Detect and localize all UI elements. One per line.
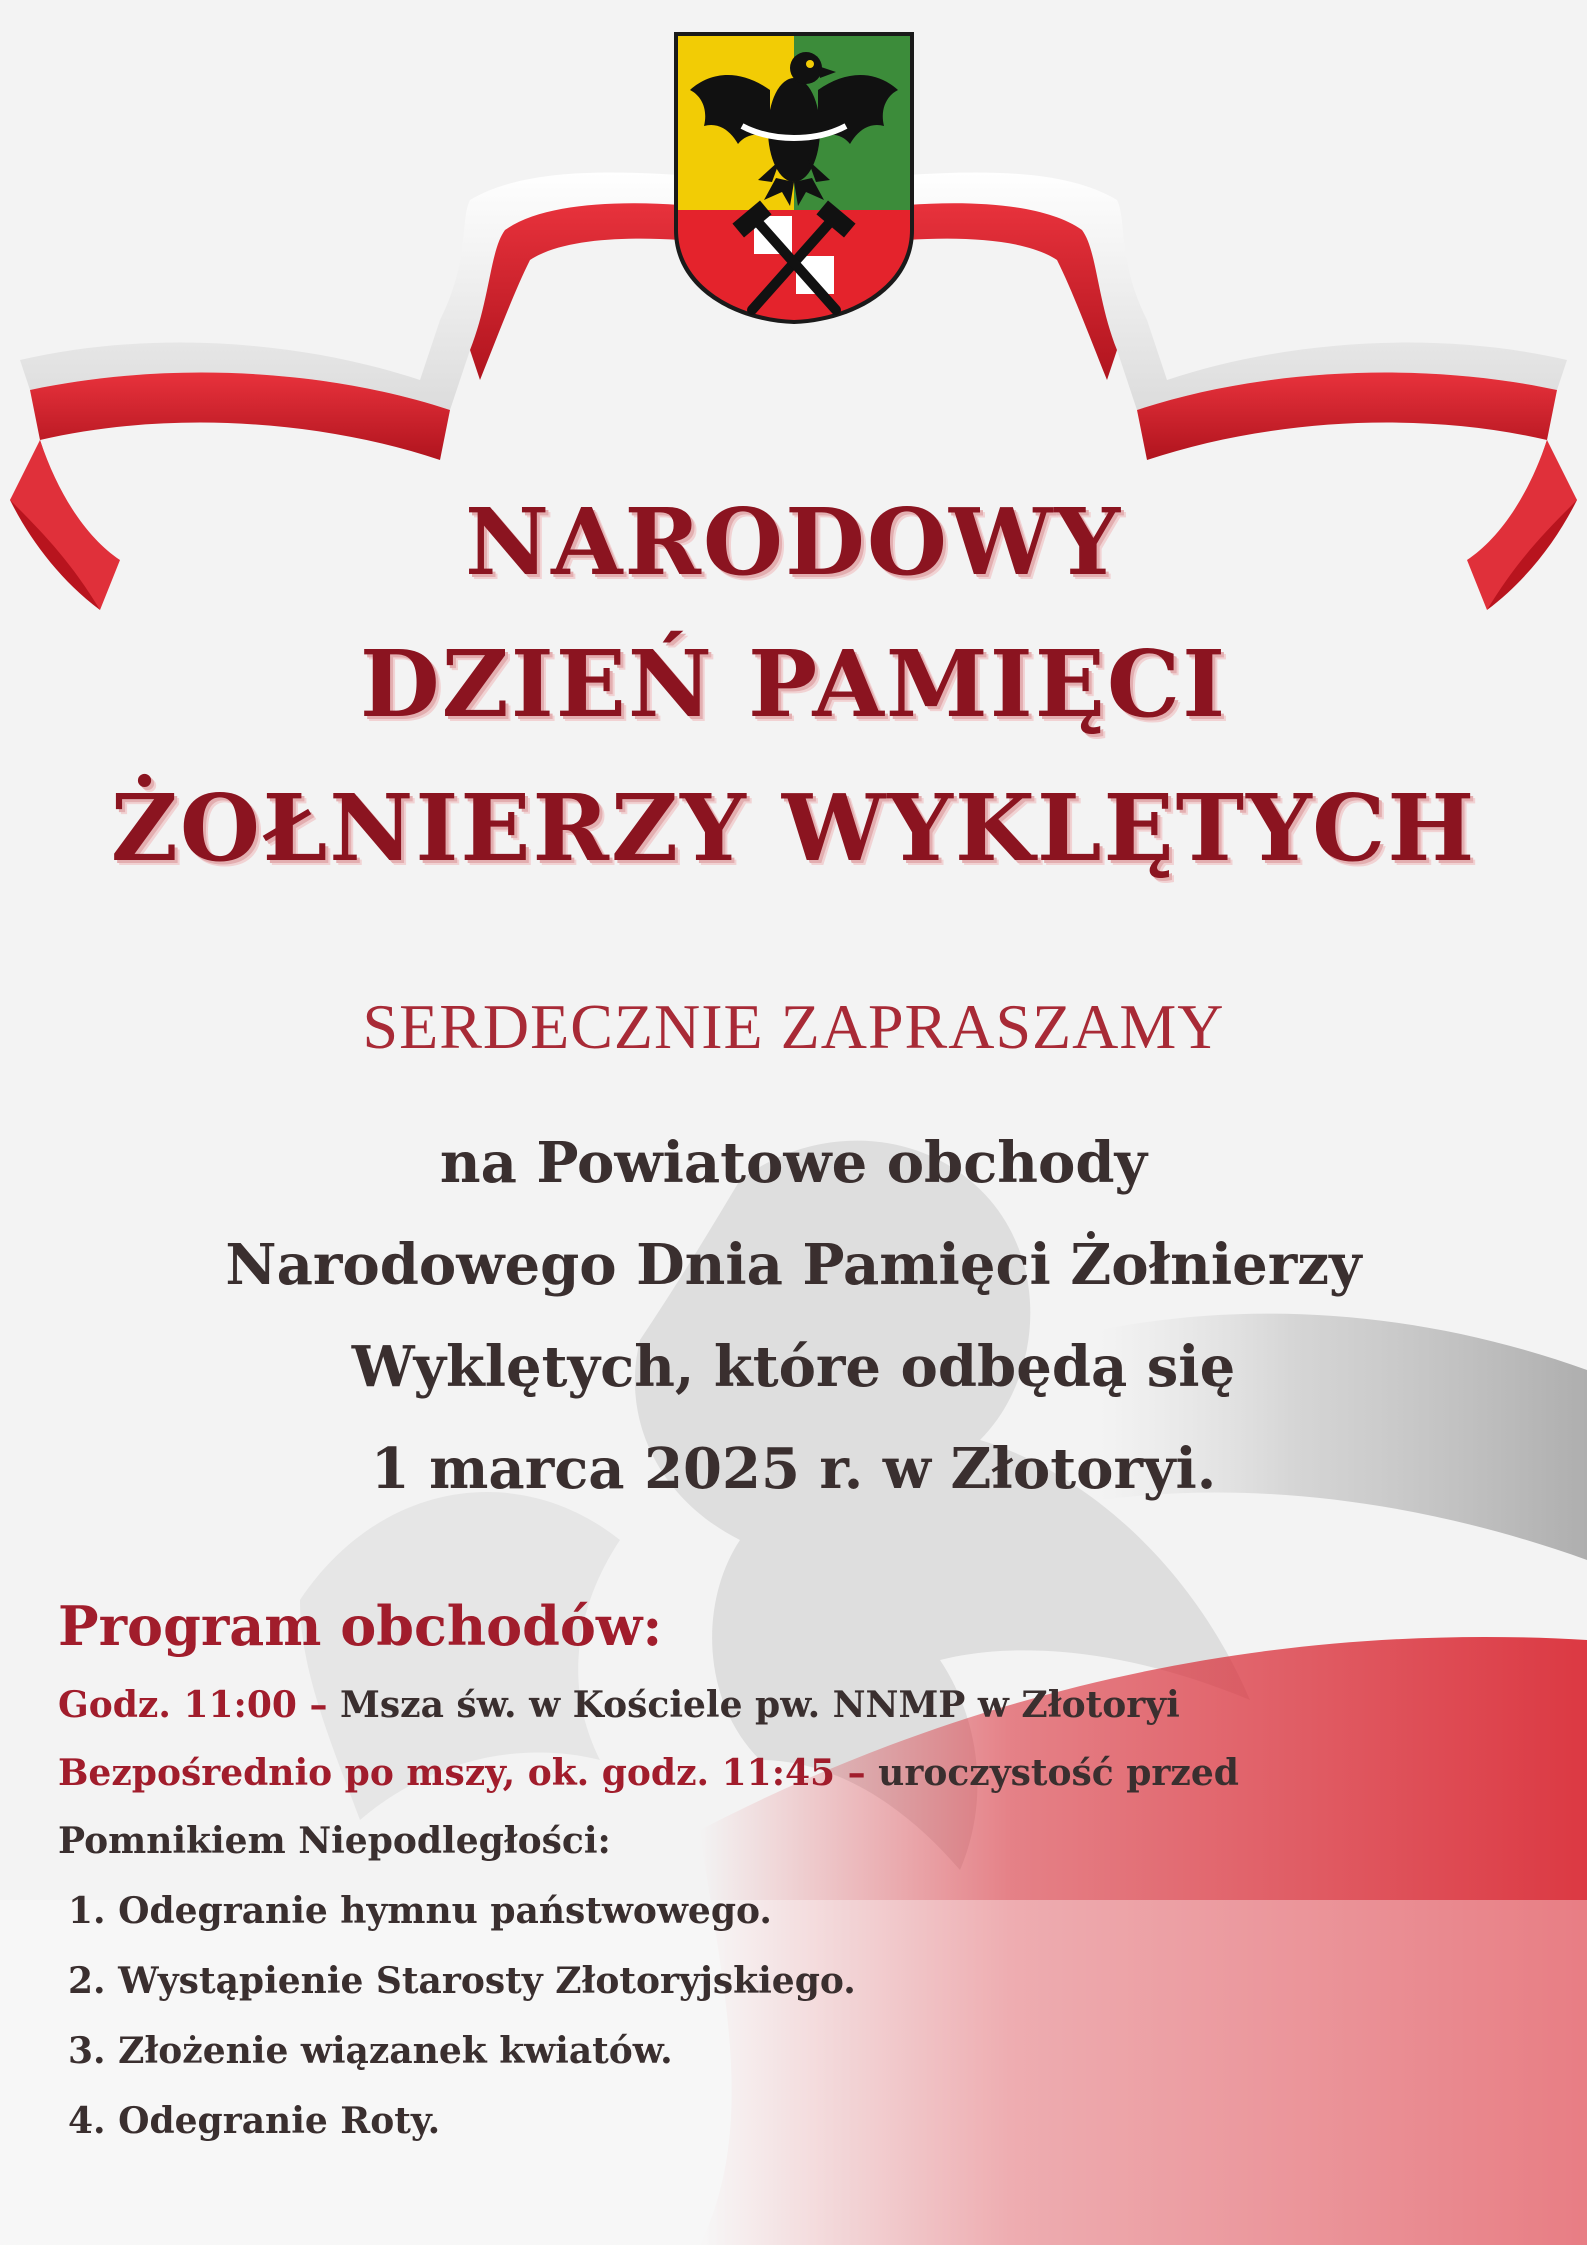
program-line-1-text: Msza św. w Kościele pw. NNMP w Złotoryi: [327, 1684, 1180, 1726]
program-line-2-text: uroczystość przed: [865, 1752, 1239, 1794]
title-line-2: DZIEŃ PAMIĘCI: [359, 630, 1228, 738]
program-line-2-time: Bezpośrednio po mszy, ok. godz. 11:45 –: [58, 1752, 866, 1794]
coat-of-arms-icon: [672, 30, 916, 326]
program-line-3: Pomnikiem Niepodległości:: [58, 1820, 611, 1862]
program-heading: Program obchodów:: [58, 1594, 663, 1658]
program-item: 3. Złożenie wiązanek kwiatów.: [68, 2030, 673, 2072]
title-line-3: ŻOŁNIERZY WYKLĘTYCH: [110, 774, 1477, 882]
program-line-2: [58, 1752, 1239, 1794]
program-item: 1. Odegranie hymnu państwowego.: [68, 1890, 772, 1932]
invitation-line-3: Wyklętych, które odbędą się: [351, 1334, 1236, 1400]
program-line-1: [58, 1684, 1180, 1726]
invitation-line-1: na Powiatowe obchody: [439, 1130, 1148, 1196]
invitation-heading: SERDECZNIE ZAPRASZAMY: [362, 991, 1225, 1062]
invitation-line-4: 1 marca 2025 r. w Złotoryi.: [370, 1436, 1217, 1502]
program-item: 4. Odegranie Roty.: [68, 2100, 441, 2142]
program-item: 2. Wystąpienie Starosty Złotoryjskiego.: [68, 1960, 856, 2002]
title-line-1: NARODOWY: [465, 488, 1122, 596]
invitation-line-2: Narodowego Dnia Pamięci Żołnierzy: [225, 1232, 1362, 1298]
program-line-1-time: Godz. 11:00 –: [58, 1684, 328, 1726]
